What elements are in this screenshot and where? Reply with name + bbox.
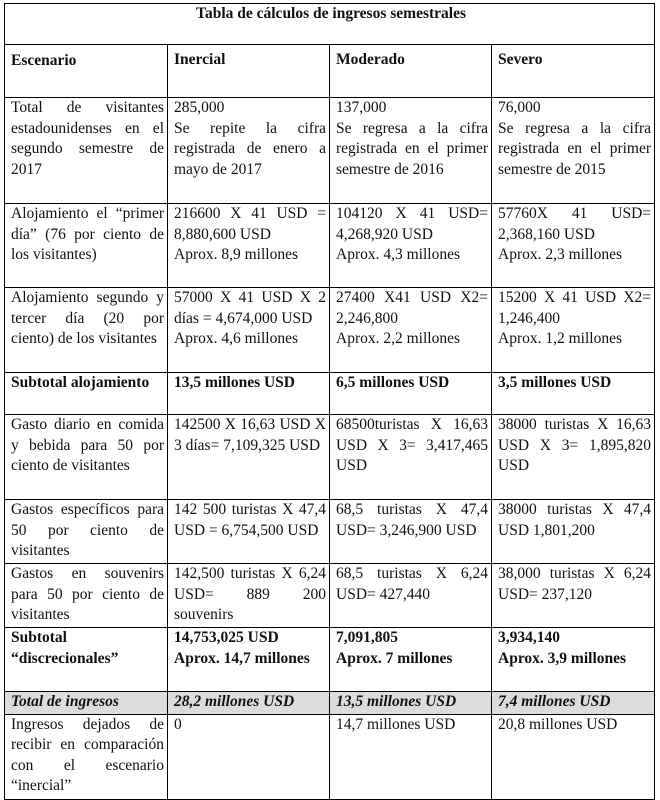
cell-value: 7,091,805 bbox=[336, 629, 398, 646]
column-header-escenario: Escenario bbox=[5, 45, 168, 98]
table-row bbox=[5, 98, 655, 204]
cell-note: Se regresa a la cifra registrada en el primer semestre de 2016 bbox=[336, 119, 488, 178]
cell-value: 14,753,025 USD bbox=[174, 629, 279, 646]
cell-inercial bbox=[168, 98, 330, 204]
cell-moderado bbox=[330, 98, 492, 204]
cell-value: 27400 X41 USD X2= 2,246,800 bbox=[336, 289, 488, 327]
cell-severo: 38000 turistas X 16,63 USD X 3= 1,895,820 USD bbox=[492, 415, 655, 500]
column-header-severo: Severo bbox=[492, 45, 655, 98]
cell-note: Aprox. 7 millones bbox=[336, 649, 453, 667]
cell-note: Aprox. 3,9 millones bbox=[498, 649, 627, 667]
cell-severo: 38000 turistas X 47,4 USD 1,801,200 bbox=[492, 500, 655, 564]
cell-inercial: 142500 X 16,63 USD X 3 días= 7,109,325 USD bbox=[168, 415, 330, 500]
row-label: Alojamiento el “primer día” (76 por ciento de los visitantes) bbox=[5, 204, 168, 288]
cell-inercial: 13,5 millones USD bbox=[168, 373, 330, 415]
cell-severo bbox=[492, 98, 655, 204]
table-row bbox=[5, 288, 655, 373]
cell-moderado bbox=[330, 288, 492, 373]
total-row bbox=[5, 692, 655, 715]
cell-severo bbox=[492, 204, 655, 288]
cell-inercial: 142 500 turistas X 47,4 USD = 6,754,500 USD bbox=[168, 500, 330, 564]
cell-note: Aprox. 14,7 millones bbox=[174, 649, 310, 667]
cell-moderado bbox=[330, 628, 492, 692]
cell-value: 57000 X 41 USD X 2 días = 4,674,000 USD bbox=[174, 289, 326, 327]
cell-value: 57760X 41 USD= 2,368,160 USD bbox=[498, 205, 652, 243]
cell-moderado: 68500turistas X 16,63 USD X 3= 3,417,465 USD bbox=[330, 415, 492, 500]
cell-moderado: 14,7 millones USD bbox=[330, 714, 492, 799]
cell-value: 285,000 bbox=[174, 99, 225, 116]
cell-value: 15200 X 41 USD X2= 1,246,400 bbox=[498, 289, 652, 327]
cell-moderado bbox=[330, 204, 492, 288]
cell-note: Aprox. 4,3 millones bbox=[336, 246, 460, 264]
revenue-calculation-table bbox=[4, 3, 655, 800]
cell-severo: 20,8 millones USD bbox=[492, 714, 655, 799]
column-header-inercial: Inercial bbox=[168, 45, 330, 98]
cell-severo bbox=[492, 628, 655, 692]
cell-inercial: 0 bbox=[168, 714, 330, 799]
row-label: Gastos en souvenirs para 50 por ciento de visitantes bbox=[5, 564, 168, 628]
cell-inercial: 28,2 millones USD bbox=[168, 692, 330, 715]
row-label: Gasto diario en comida y bebida para 50 por ciento de visitantes bbox=[5, 415, 168, 500]
table-row bbox=[5, 500, 655, 564]
cell-value: 216600 X 41 USD = 8,880,600 USD bbox=[174, 205, 326, 243]
row-label: Total de visitantes estadounidenses en el segundo semestre de 2017 bbox=[5, 98, 168, 204]
header-row bbox=[5, 45, 655, 98]
row-label: Total de ingresos bbox=[5, 692, 168, 715]
table-row bbox=[5, 415, 655, 500]
column-header-moderado: Moderado bbox=[330, 45, 492, 98]
cell-note: Aprox. 2,3 millones bbox=[498, 246, 622, 264]
cell-severo: 3,5 millones USD bbox=[492, 373, 655, 415]
row-label: Subtotal “discrecionales” bbox=[5, 628, 168, 692]
cell-severo: 7,4 millones USD bbox=[492, 692, 655, 715]
cell-note: Aprox. 2,2 millones bbox=[336, 330, 460, 348]
row-label: Ingresos dejados de recibir en comparación con el escenario “inercial” bbox=[5, 714, 168, 799]
row-label: Subtotal alojamiento bbox=[5, 373, 168, 415]
table-row bbox=[5, 714, 655, 799]
row-label: Gastos específicos para 50 por ciento de visitantes bbox=[5, 500, 168, 564]
cell-moderado: 68,5 turistas X 6,24 USD= 427,440 bbox=[330, 564, 492, 628]
cell-note: Aprox. 1,2 millones bbox=[498, 330, 622, 348]
table-row bbox=[5, 628, 655, 692]
table-row bbox=[5, 204, 655, 288]
table-row bbox=[5, 564, 655, 628]
cell-severo bbox=[492, 288, 655, 373]
table-row bbox=[5, 373, 655, 415]
cell-moderado: 68,5 turistas X 47,4 USD= 3,246,900 USD bbox=[330, 500, 492, 564]
cell-moderado: 6,5 millones USD bbox=[330, 373, 492, 415]
cell-value: 137,000 bbox=[336, 99, 387, 116]
cell-inercial: 142,500 turistas X 6,24 USD= 889 200 souvenirs bbox=[168, 564, 330, 628]
row-label: Alojamiento segundo y tercer día (20 por ciento) de los visitantes bbox=[5, 288, 168, 373]
title-row bbox=[5, 4, 655, 45]
cell-value: 3,934,140 bbox=[498, 629, 560, 646]
cell-note: Aprox. 4,6 millones bbox=[174, 330, 298, 348]
cell-note: Aprox. 8,9 millones bbox=[174, 246, 298, 264]
cell-value: 104120 X 41 USD= 4,268,920 USD bbox=[336, 205, 488, 243]
cell-severo: 38,000 turistas X 6,24 USD= 237,120 bbox=[492, 564, 655, 628]
cell-note: Se regresa a la cifra registrada en el primer semestre de 2015 bbox=[498, 119, 652, 178]
cell-inercial bbox=[168, 288, 330, 373]
table-title: Tabla de cálculos de ingresos semestrales bbox=[5, 4, 655, 45]
cell-value: 76,000 bbox=[498, 99, 541, 116]
cell-note: Se repite la cifra registrada de enero a mayo de 2017 bbox=[174, 119, 326, 178]
cell-inercial bbox=[168, 628, 330, 692]
cell-moderado: 13,5 millones USD bbox=[330, 692, 492, 715]
cell-inercial bbox=[168, 204, 330, 288]
